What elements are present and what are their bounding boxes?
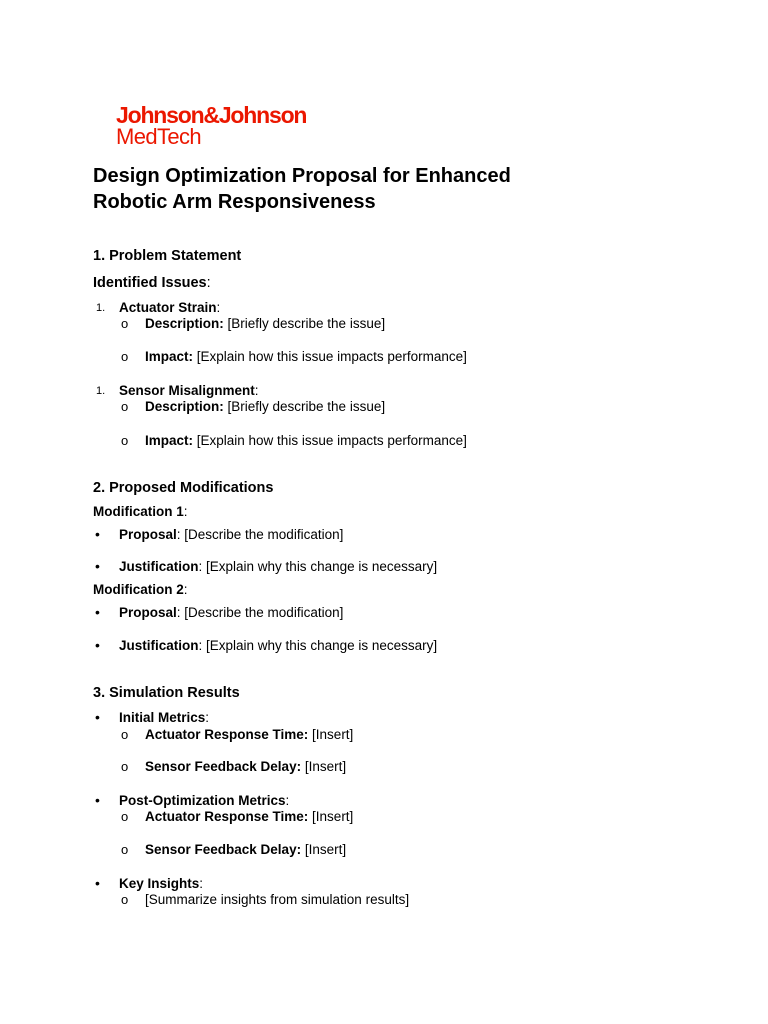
sub-bullet-marker: o — [121, 399, 129, 414]
identified-issues-heading: Identified Issues: — [93, 275, 211, 291]
issue-impact: Impact: [Explain how this issue impacts performance] — [145, 433, 467, 448]
post-actuator-response-time: Actuator Response Time: [Insert] — [145, 809, 354, 824]
modification-proposal: Proposal: [Describe the modification] — [119, 527, 344, 542]
initial-metrics-label: Initial Metrics: — [119, 710, 210, 725]
initial-actuator-response-time: Actuator Response Time: [Insert] — [145, 727, 354, 742]
bullet-marker: • — [95, 558, 100, 574]
bullet-marker: • — [95, 875, 100, 891]
section-heading-simulation-results: 3. Simulation Results — [93, 685, 240, 701]
issue-description: Description: [Briefly describe the issue] — [145, 399, 386, 414]
issue-impact: Impact: [Explain how this issue impacts performance] — [145, 349, 467, 364]
modification-proposal: Proposal: [Describe the modification] — [119, 605, 344, 620]
bullet-marker: • — [95, 637, 100, 653]
sub-bullet-marker: o — [121, 349, 129, 364]
initial-sensor-feedback-delay: Sensor Feedback Delay: [Insert] — [145, 759, 347, 774]
list-number-marker: 1. — [96, 385, 106, 397]
document-title-line-1: Design Optimization Proposal for Enhanced — [93, 165, 511, 187]
sub-bullet-marker: o — [121, 433, 129, 448]
document-title-line-2: Robotic Arm Responsiveness — [93, 191, 376, 213]
sub-bullet-marker: o — [121, 727, 129, 742]
post-sensor-feedback-delay: Sensor Feedback Delay: [Insert] — [145, 842, 347, 857]
issue-label: Sensor Misalignment: — [119, 383, 259, 398]
bullet-marker: • — [95, 709, 100, 725]
list-number-marker: 1. — [96, 302, 106, 314]
section-heading-proposed-modifications: 2. Proposed Modifications — [93, 480, 274, 496]
sub-bullet-marker: o — [121, 316, 129, 331]
sub-bullet-marker: o — [121, 759, 129, 774]
section-heading-problem-statement: 1. Problem Statement — [93, 248, 242, 264]
bullet-marker: • — [95, 792, 100, 808]
key-insights-text: [Summarize insights from simulation results] — [145, 892, 410, 907]
logo-wordmark: Johnson&Johnson — [116, 102, 307, 128]
modification-label: Modification 2: — [93, 582, 188, 597]
logo-subbrand: MedTech — [116, 124, 202, 149]
modification-justification: Justification: [Explain why this change is necessary] — [119, 638, 438, 653]
issue-label: Actuator Strain: — [119, 300, 221, 315]
sub-bullet-marker: o — [121, 842, 129, 857]
modification-label: Modification 1: — [93, 504, 188, 519]
sub-bullet-marker: o — [121, 809, 129, 824]
bullet-marker: • — [95, 604, 100, 620]
modification-justification: Justification: [Explain why this change is necessary] — [119, 559, 438, 574]
sub-bullet-marker: o — [121, 892, 129, 907]
key-insights-label: Key Insights: — [119, 876, 204, 891]
post-optimization-metrics-label: Post-Optimization Metrics: — [119, 793, 290, 808]
bullet-marker: • — [95, 526, 100, 542]
issue-description: Description: [Briefly describe the issue] — [145, 316, 386, 331]
